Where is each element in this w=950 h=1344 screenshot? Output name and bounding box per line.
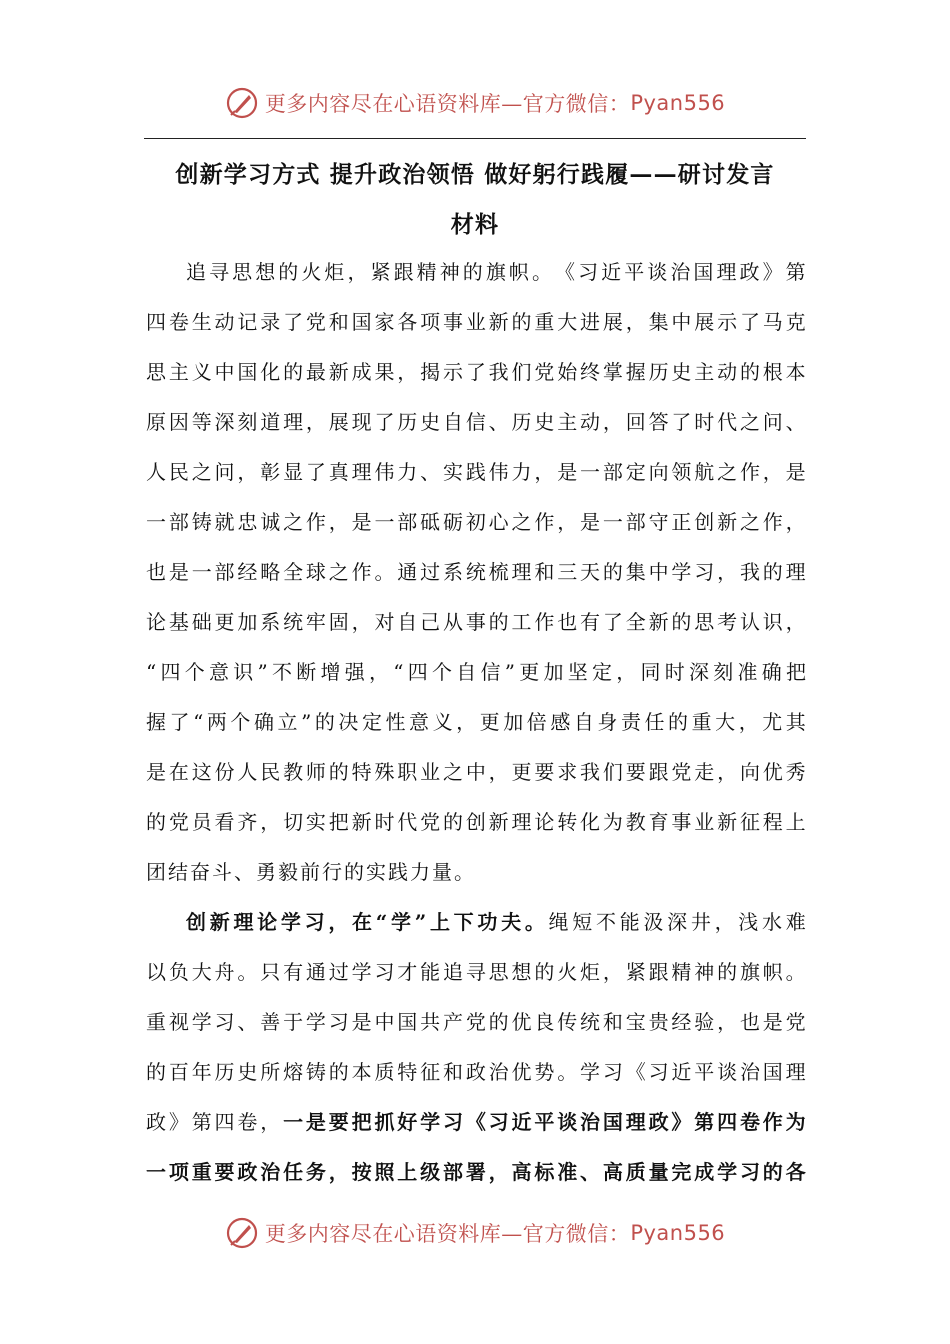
text-line: 握 了 “ 两 个 确 立 ” 的 决 定 性 意 义 ， 更 加 倍 感 自 身 责 任 的 重 大 ， 尤 其 bbox=[146, 710, 806, 734]
footer-watermark bbox=[0, 1212, 950, 1254]
paragraph-1 bbox=[146, 247, 806, 897]
quill-logo-icon bbox=[225, 86, 259, 120]
document-title bbox=[144, 150, 806, 250]
text-line: 也 是 一 部 经 略 全 球 之 作 。 通 过 系 统 梳 理 和 三 天 的 集 中 学 习 ， 我 的 理 bbox=[146, 560, 806, 584]
text-line: 的 百 年 历 史 所 熔 铸 的 本 质 特 征 和 政 治 优 势 。 学 习 《 习 近 平 谈 治 国 理 bbox=[146, 1060, 806, 1084]
text-line: 一 部 铸 就 忠 诚 之 作 ， 是 一 部 砥 砺 初 心 之 作 ， 是 一 部 守 正 创 新 之 作 ， bbox=[146, 510, 806, 534]
text-line: 的 党 员 看 齐 ， 切 实 把 新 时 代 党 的 创 新 理 论 转 化 为 教 育 事 业 新 征 程 上 bbox=[146, 810, 806, 834]
header-watermark bbox=[0, 82, 950, 124]
header-divider bbox=[144, 138, 806, 139]
text-line: 以 负 大 舟 。 只 有 通 过 学 习 才 能 追 寻 思 想 的 火 炬 ， 紧 跟 精 神 的 旗 帜 。 bbox=[146, 960, 806, 984]
watermark-text: 更多内容尽在心语资料库—官方微信： bbox=[264, 92, 631, 116]
watermark-wechat-id: Pyan556 bbox=[630, 91, 726, 115]
title-line-2: 材料 bbox=[450, 211, 500, 238]
text-line: 论 基 础 更 加 系 统 牢 固 ， 对 自 己 从 事 的 工 作 也 有 了 全 新 的 思 考 认 识 ， bbox=[146, 610, 806, 634]
text-line: 是 在 这 份 人 民 教 师 的 特 殊 职 业 之 中 ， 更 要 求 我 们 要 跟 党 走 ， 向 优 秀 bbox=[146, 760, 806, 784]
text-line: 创 新 理 论 学 习 ， 在 “ 学 ” 上 下 功 夫 。 绳 短 不 能 汲 深 井 ， 浅 水 难 bbox=[186, 910, 806, 934]
text-line: 四 卷 生 动 记 录 了 党 和 国 家 各 项 事 业 新 的 重 大 进 展 ， 集 中 展 示 了 马 克 bbox=[146, 310, 806, 334]
title-line-1: 创新学习方式 提升政治领悟 做好躬行践履——研讨发言 bbox=[175, 161, 775, 188]
quill-logo-icon bbox=[225, 1216, 259, 1250]
text-line: 一 项 重 要 政 治 任 务 ， 按 照 上 级 部 署 ， 高 标 准 、 高 质 量 完 成 学 习 的 各 bbox=[146, 1160, 806, 1184]
text-line: 原 因 等 深 刻 道 理 ， 展 现 了 历 史 自 信 、 历 史 主 动 ， 回 答 了 时 代 之 问 、 bbox=[146, 410, 806, 434]
document-body bbox=[146, 247, 806, 1197]
text-line: 重 视 学 习 、 善 于 学 习 是 中 国 共 产 党 的 优 良 传 统 和 宝 贵 经 验 ， 也 是 党 bbox=[146, 1010, 806, 1034]
watermark-text: 更多内容尽在心语资料库—官方微信： bbox=[264, 1222, 631, 1246]
text-line: 思 主 义 中 国 化 的 最 新 成 果 ， 揭 示 了 我 们 党 始 终 掌 握 历 史 主 动 的 根 本 bbox=[146, 360, 806, 384]
text-line: 人 民 之 问 ， 彰 显 了 真 理 伟 力 、 实 践 伟 力 ， 是 一 部 定 向 领 航 之 作 ， 是 bbox=[146, 460, 806, 484]
text-line: “ 四 个 意 识 ” 不 断 增 强 ， “ 四 个 自 信 ” 更 加 坚 定 ， 同 时 深 刻 准 确 把 bbox=[146, 660, 806, 684]
text-line: 政 》 第 四 卷 ， 一 是 要 把 抓 好 学 习 《 习 近 平 谈 治 国 理 政 》 第 四 卷 作 为 bbox=[146, 1110, 806, 1134]
paragraph-2 bbox=[146, 897, 806, 1197]
watermark-wechat-id: Pyan556 bbox=[630, 1221, 726, 1245]
text-line: 团结奋斗、勇毅前行的实践力量。 bbox=[146, 860, 476, 884]
text-line: 追 寻 思 想 的 火 炬 ， 紧 跟 精 神 的 旗 帜 。 《 习 近 平 谈 治 国 理 政 》 第 bbox=[186, 260, 806, 284]
